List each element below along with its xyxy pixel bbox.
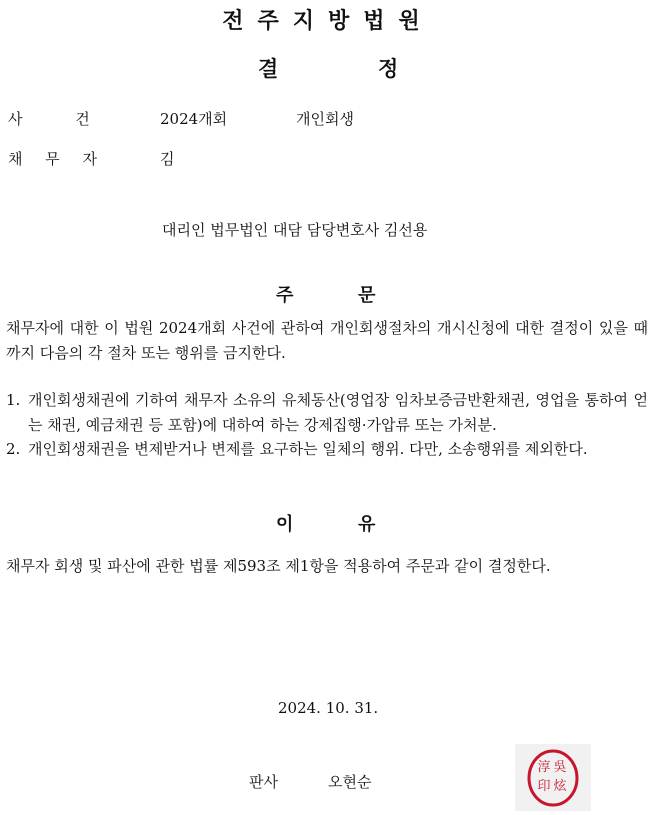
svg-text:炫: 炫 [553,779,567,794]
svg-text:吳: 吳 [553,760,567,775]
reason-heading-left: 이 [276,514,294,535]
order-item-text: 개인회생채권을 변제받거나 변제를 요구하는 일체의 행위. 다만, 소송행위를 제외한다. [28,440,588,458]
order-item [6,437,648,462]
svg-text:淳: 淳 [537,760,551,775]
doc-type-right: 정 [378,57,399,81]
svg-text:印: 印 [537,779,551,794]
debtor-name: 김 [160,150,175,168]
debtor-label: 채 무 자 [8,150,98,168]
case-label: 사 건 [8,110,90,128]
judge-seal [515,744,591,811]
seal-stamp-icon [515,744,591,811]
agent-line: 대리인 법무법인 대담 담당변호사 김선용 [162,221,428,239]
decision-date: 2024. 10. 31. [278,699,379,717]
order-item-number: 1. [6,391,21,409]
judge-name: 오현순 [328,773,372,791]
order-item-number: 2. [6,440,21,458]
order-heading-left: 주 [276,285,294,306]
court-name: 전주지방법원 [222,9,434,34]
judge-title: 판사 [249,773,278,791]
case-number: 2024개회 [160,110,228,128]
reason-paragraph: 채무자 회생 및 파산에 관한 법률 제593조 제1항을 적용하여 주문과 같이 결정한다. [6,557,551,575]
order-paragraph: 채무자에 대한 이 법원 2024개회 사건에 관하여 개인회생절차의 개시신청에 대한 결정이 있을 때까지 다음의 각 절차 또는 행위를 금지한다. [6,319,648,362]
case-name: 개인회생 [296,110,354,128]
order-item-text: 개인회생채권에 기하여 채무자 소유의 유체동산(영업장 임차보증금반환채권, 영업을 통하여 얻는 채권, 예금채권 등 포함)에 대하여 하는 강제집행·가압류 또는 가처분. [28,391,648,434]
order-item [6,388,648,438]
order-heading-right: 문 [358,285,376,306]
doc-type-left: 결 [258,57,279,81]
reason-heading-right: 유 [358,514,376,535]
